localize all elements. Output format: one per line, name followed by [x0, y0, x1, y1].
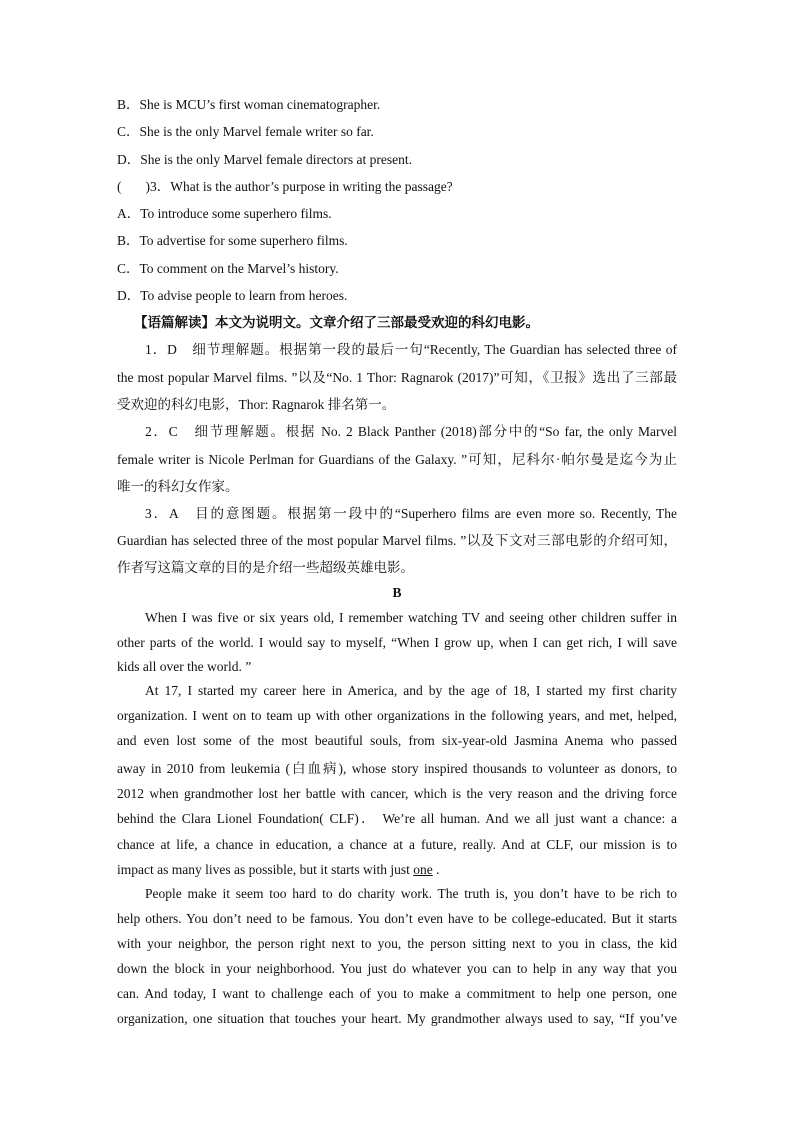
passage-line: other parts of the world. I would say to myself, “When I grow up, when I can get rich, I will save [117, 635, 677, 650]
analysis-1-line-2: the most popular Marvel films. ”以及“No. 1 Thor: Ragnarok (2017)”可知，《卫报》选出了三部最 [117, 370, 677, 385]
passage-line: People make it seem too hard to do charity work. The truth is, you don’t have to be rich to [145, 886, 677, 901]
analysis-2-line-2: female writer is Nicole Perlman for Guardians of the Galaxy. ”可知，尼科尔·帕尔曼是迄今为止 [117, 452, 677, 467]
passage-line: When I was five or six years old, I remember watching TV and seeing other children suffer in [145, 610, 677, 625]
analysis-1-line-1: 1．D 细节理解题。根据第一段的最后一句“Recently, The Guardian has selected three of [145, 342, 677, 357]
question-3-text: )3．What is the author’s purpose in writing the passage? [145, 179, 453, 194]
passage-line: away in 2010 from leukemia (白血病), whose story inspired thousands to volunteer as donors, to [117, 761, 677, 776]
analysis-heading: 【语篇解读】本文为说明文。文章介绍了三部最受欢迎的科幻电影。 [134, 315, 539, 330]
question-3 [117, 178, 677, 196]
analysis-2-line-1: 2．C 细节理解题。根据 No. 2 Black Panther (2018)部分中的“So far, the only Marvel [145, 424, 677, 439]
passage-text: impact as many lives as possible, but it starts with just [117, 862, 414, 877]
section-title-b: B [392, 585, 402, 600]
passage-text: . [432, 862, 440, 877]
passage-line: 2012 when grandmother lost her battle with cancer, which is the very reason and the driving force [117, 786, 677, 801]
option-b-prev: B．She is MCU’s first woman cinematographer. [117, 97, 381, 112]
passage-line: chance at life, a chance in education, a chance at a future, really. And at CLF, our mission is to [117, 837, 677, 852]
passage-line: behind the Clara Lionel Foundation( CLF)． We’re all human. And we all just want a chance: a [117, 811, 677, 826]
passage-line: with your neighbor, the person right next to you, the person sitting next to you in class, the kid [117, 936, 677, 951]
passage-line: At 17, I started my career here in America, and by the age of 18, I started my first charity [145, 683, 677, 698]
option-c-prev: C．She is the only Marvel female writer so far. [117, 124, 374, 139]
analysis-3-line-3: 作者写这篇文章的目的是介绍一些超级英雄电影。 [117, 560, 414, 575]
q3-option-a: A．To introduce some superhero films. [117, 206, 332, 221]
underlined-word: one [413, 862, 433, 877]
passage-line: can. And today, I want to challenge each of you to make a commitment to help one person, one [117, 986, 677, 1001]
passage-line: organization, one situation that touches your heart. My grandmother always used to say, “If you’ve [117, 1011, 677, 1026]
q3-option-d: D．To advise people to learn from heroes. [117, 288, 348, 303]
analysis-3-line-1: 3．A 目的意图题。根据第一段中的“Superhero films are even more so. Recently, The [145, 506, 677, 521]
passage-line: organization. I went on to team up with other organizations in the following years, and met, helped, [117, 708, 677, 723]
analysis-1-line-3: 受欢迎的科幻电影，Thor: Ragnarok 排名第一。 [117, 397, 396, 412]
passage-line: kids all over the world. ” [117, 659, 252, 674]
passage-line: down the block in your neighborhood. You just do whatever you can to help in any way that you [117, 961, 677, 976]
q3-option-b: B．To advertise for some superhero films. [117, 233, 348, 248]
answer-paren-open: ( [117, 179, 122, 194]
option-d-prev: D．She is the only Marvel female directors at present. [117, 152, 413, 167]
q3-option-c: C．To comment on the Marvel’s history. [117, 261, 339, 276]
analysis-2-line-3: 唯一的科幻女作家。 [117, 479, 239, 494]
analysis-3-line-2: Guardian has selected three of the most popular Marvel films. ”以及下文对三部电影的介绍可知， [117, 533, 677, 548]
passage-line: help others. You don’t need to be famous. You don’t even have to be college-educated. But it starts [117, 911, 677, 926]
passage-line-last [117, 861, 677, 879]
passage-line: and even lost some of the most beautiful souls, from six-year-old Jasmina Anema who passed [117, 733, 677, 748]
